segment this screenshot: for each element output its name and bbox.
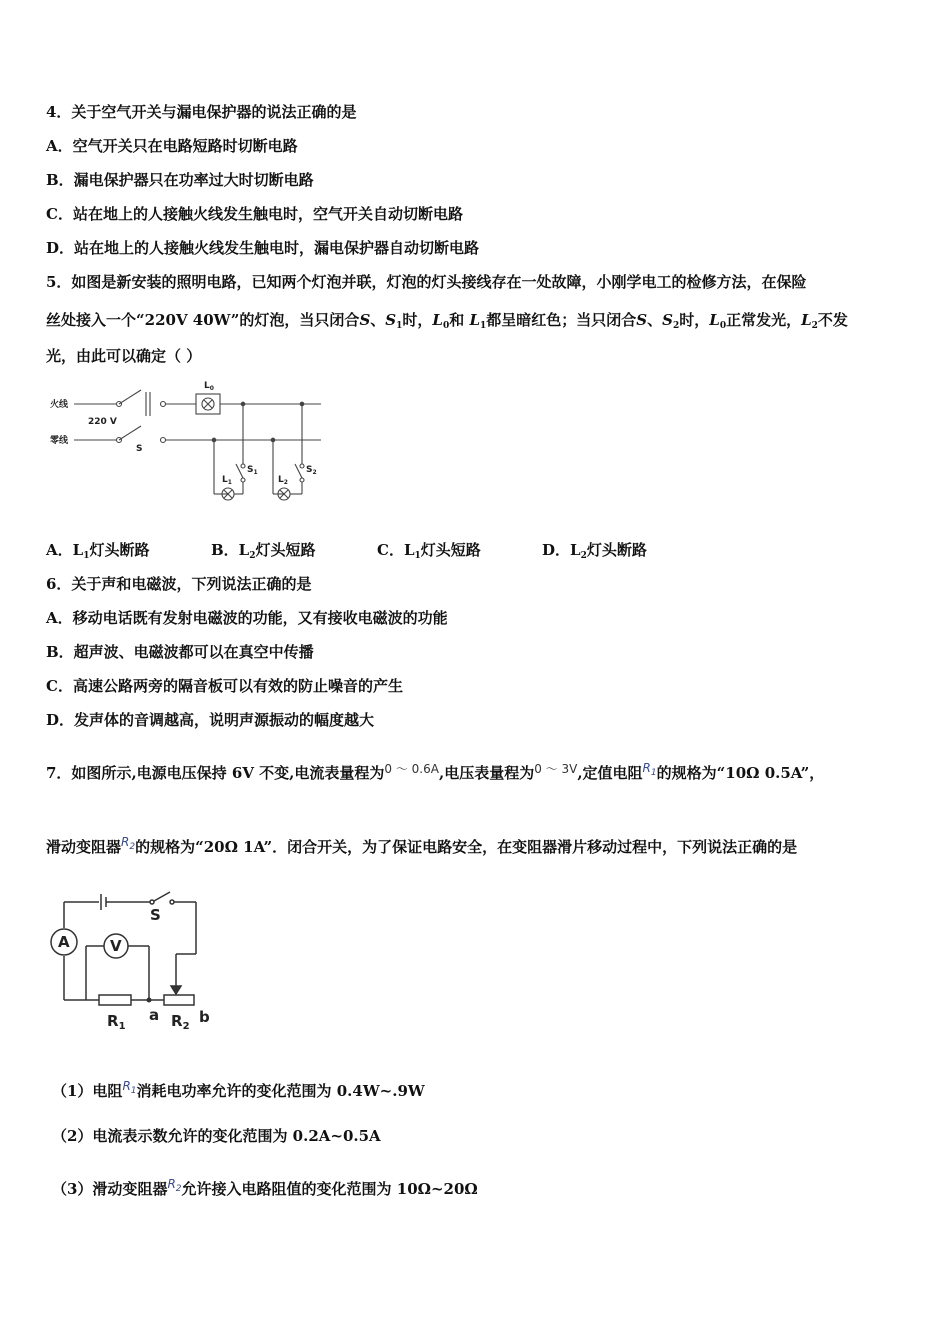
q7-ammeter-label: A: [58, 933, 70, 951]
q6-stem: 6．关于声和电磁波，下列说法正确的是: [46, 575, 312, 593]
q5-options: [46, 540, 647, 566]
q5-line3: 光，由此可以确定（ ）: [46, 347, 202, 365]
q5-option-b: B．$L_2$灯头短路: [211, 541, 316, 561]
label-l0: $L_0$: [204, 381, 214, 392]
q7-label-b: b: [199, 1008, 210, 1026]
q7-label-r2: $R_2$: [171, 1012, 190, 1029]
label-live-wire: 火线: [50, 400, 69, 410]
label-l2: $L_2$: [278, 475, 288, 486]
q7-circuit-diagram: [44, 884, 224, 1029]
q7-label-switch: S: [150, 906, 161, 924]
q7-statement-2: （2）电流表示数允许的变化范围为 0.2A~0.5A: [52, 1127, 381, 1145]
q6-option-d: D．发声体的音调越高，说明声源振动的幅度越大: [46, 711, 375, 729]
q4-stem: 4．关于空气开关与漏电保护器的说法正确的是: [46, 103, 357, 121]
q5-option-c: C．$L_1$灯头短路: [377, 541, 481, 561]
label-s2: $S_2$: [306, 465, 317, 476]
q4-option-a: A．空气开关只在电路短路时切断电路: [46, 137, 298, 155]
q7-line2: 滑动变阻器$^{R_2}$的规格为“20Ω 1A”．闭合开关，为了保证电路安全，在变阻器滑片移动过程中，下列说法正确的是: [46, 835, 798, 856]
label-switch-s: S: [136, 444, 143, 454]
q5-option-d: D．$L_2$灯头断路: [542, 541, 647, 561]
q5-option-a: A．$L_1$灯头断路: [46, 541, 150, 561]
q4-option-d: D．站在地上的人接触火线发生触电时，漏电保护器自动切断电路: [46, 239, 480, 257]
q6-option-a: A．移动电话既有发射电磁波的功能，又有接收电磁波的功能: [46, 609, 448, 627]
ammeter-range: 0 ～ 0.6A: [384, 762, 439, 776]
label-l1: $L_1$: [222, 475, 232, 486]
q5-circuit-diagram: [46, 376, 336, 516]
q6-option-c: C．高速公路两旁的隔音板可以有效的防止噪音的产生: [46, 677, 403, 695]
q7-label-a: a: [149, 1006, 160, 1024]
label-voltage: 220 V: [88, 417, 117, 427]
q6-option-b: B．超声波、电磁波都可以在真空中传播: [46, 643, 314, 661]
q7-line1: 7．如图所示,电源电压保持 6V 不变,电流表量程为$^{0 \sim 0.6A}$,电压表量程为$^{0 \sim 3V}$,定值电阻$^{R_1}$的规格为“10Ω 0.5A”，: [46, 761, 825, 782]
q4-option-b: B．漏电保护器只在功率过大时切断电路: [46, 171, 314, 189]
q5-line2: 丝处接入一个“220V 40W”的灯泡，当只闭合S、$S_1$时，$L_0$和 $L_1$都呈暗红色；当只闭合S、$S_2$时，$L_0$正常发光，$L_2$不发: [46, 311, 848, 331]
q7-label-r1: $R_1$: [107, 1012, 126, 1029]
voltmeter-range: 0 ～ 3V: [534, 762, 578, 776]
q7-voltmeter-label: V: [110, 937, 122, 955]
q5-line1: 5．如图是新安装的照明电路，已知两个灯泡并联，灯泡的灯头接线存在一处故障，小刚学电工的检修方法，在保险: [46, 273, 807, 291]
q4-option-c: C．站在地上的人接触火线发生触电时，空气开关自动切断电路: [46, 205, 463, 223]
label-neutral-wire: 零线: [50, 436, 69, 446]
label-s1: $S_1$: [247, 465, 258, 476]
q7-statement-3: （3）滑动变阻器$^{R_2}$允许接入电路阻值的变化范围为 10Ω~20Ω: [52, 1177, 478, 1198]
q7-statement-1: （1）电阻$^{R_1}$消耗电功率允许的变化范围为 0.4W~.9W: [52, 1079, 425, 1100]
